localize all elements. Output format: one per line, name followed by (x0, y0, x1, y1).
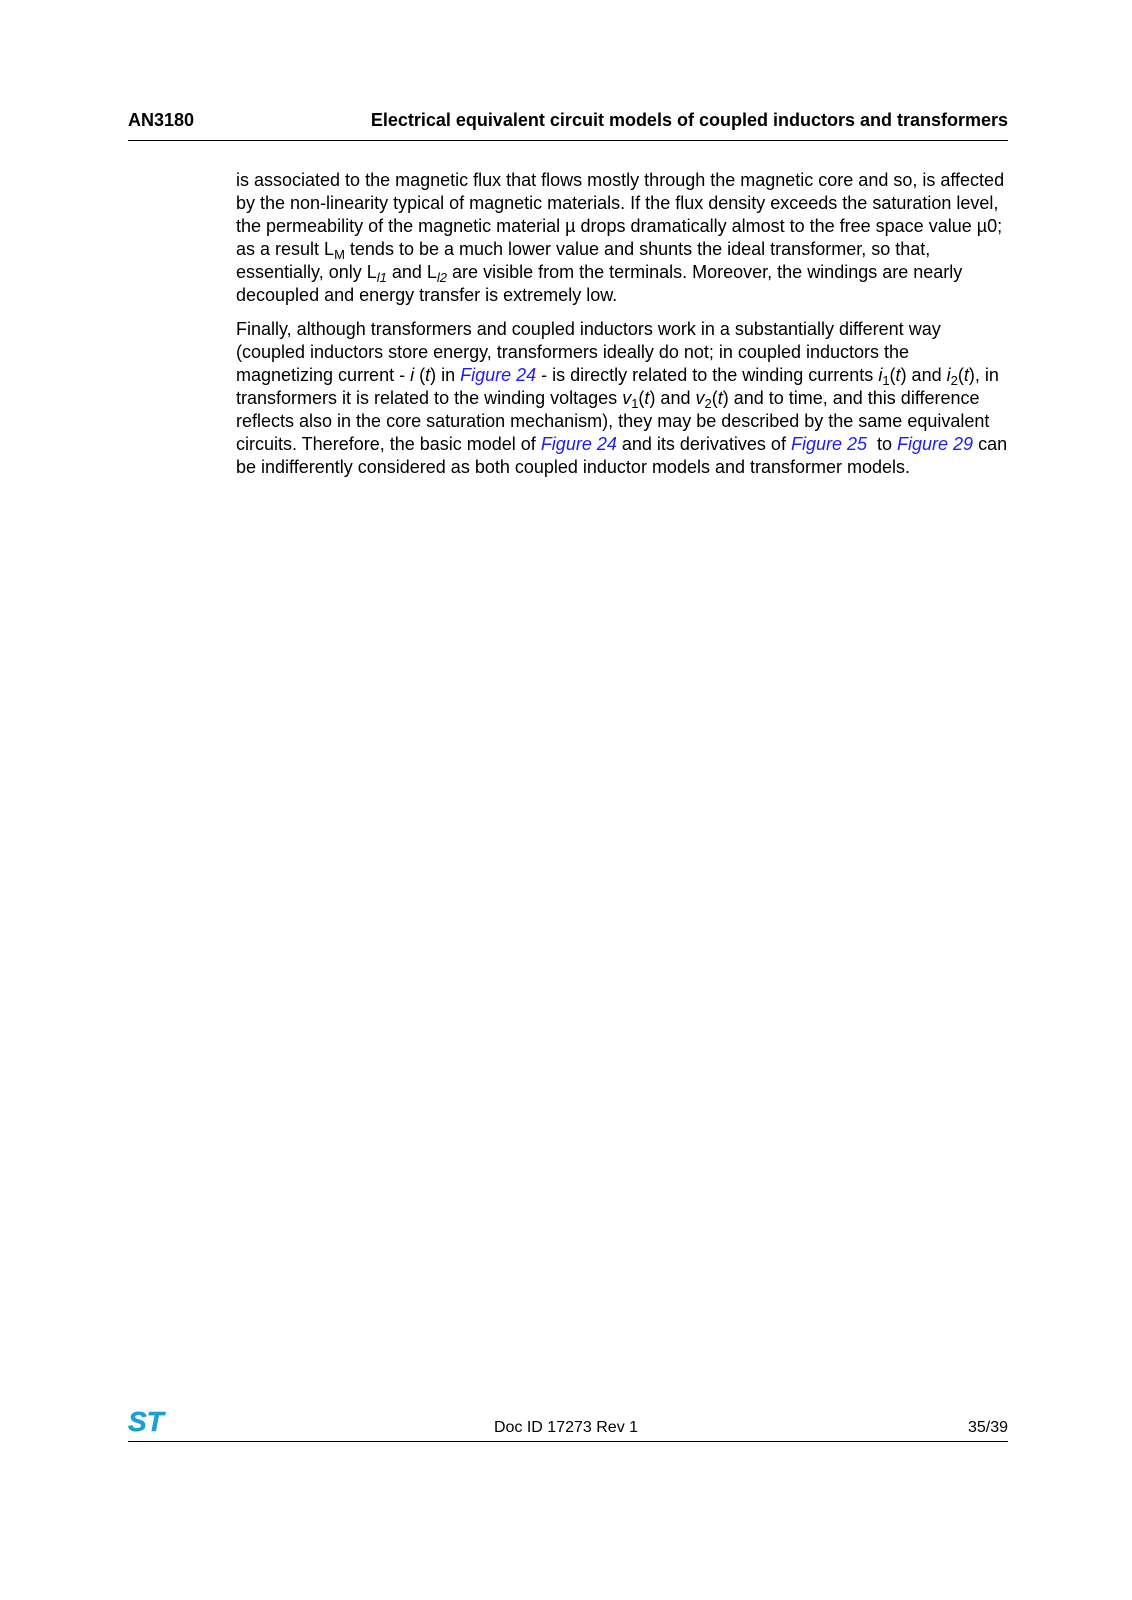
paragraph-2 (236, 318, 1010, 479)
variable: t (644, 388, 650, 408)
text-run: to (867, 434, 898, 454)
subscript: 1 (882, 373, 890, 388)
subscript: l2 (436, 270, 448, 285)
text-run: tends to be a much lower value and shunts the ideal transformer, so that, essentially, only L (236, 239, 931, 282)
variable: i (946, 365, 951, 385)
variable: t (895, 365, 901, 385)
header-divider (128, 140, 1008, 141)
subscript: 1 (631, 396, 639, 411)
subscript: M (334, 247, 345, 262)
paragraph-1 (236, 169, 1010, 307)
variable: t (963, 365, 969, 385)
text-run: are visible from the terminals. Moreover, the windings are nearly decoupled and energy transfer is extremely low. (236, 262, 963, 305)
variable: v (695, 388, 705, 408)
page-header (128, 110, 1008, 140)
text-run: and L (386, 262, 437, 282)
logo-text: ST (128, 1406, 164, 1436)
variable: i (878, 365, 883, 385)
text-run: ), in transformers it is related to the winding voltages (236, 365, 999, 408)
text-run: ) and to time, and this difference reflects also in the core saturation mechanism), they may be described by the same equivalent circuits. Therefore, the basic model of (236, 388, 990, 454)
document-number: AN3180 (128, 110, 195, 130)
page-number: 35/39 (967, 1419, 1008, 1436)
text-run: ) in (430, 365, 461, 385)
figure-24-link[interactable]: Figure 24 (460, 365, 537, 385)
subscript: l1 (376, 270, 387, 285)
variable: v (622, 388, 632, 408)
figure-25-link[interactable]: Figure 25 (790, 434, 867, 454)
section-title: Electrical equivalent circuit models of coupled inductors and transformers (370, 110, 1008, 130)
text-run: ( (957, 365, 964, 385)
subscript: 2 (704, 396, 712, 411)
variable: i (410, 365, 415, 385)
text-run: - is directly related to the winding currents (536, 365, 879, 385)
text-run: Finally, although transformers and coupled inductors work in a substantially different way (coupled inductors store energy, transformers ideally do not; in coupled inductors the magnetizing current - (236, 319, 941, 385)
variable: t (425, 365, 431, 385)
subscript: 2 (950, 373, 958, 388)
text-run: and its derivatives of (616, 434, 791, 454)
text-run: ( (414, 365, 426, 385)
body-text (236, 169, 1010, 490)
text-run: ( (638, 388, 645, 408)
variable: t (717, 388, 723, 408)
text-run: ) and (900, 365, 947, 385)
text-run: can be indifferently considered as both coupled inductor models and transformer models. (236, 434, 1008, 477)
doc-id: Doc ID 17273 Rev 1 (493, 1419, 639, 1436)
text-run: ) and (649, 388, 696, 408)
text-run: ( (711, 388, 718, 408)
figure-24-link[interactable]: Figure 24 (540, 434, 617, 454)
text-run: ( (889, 365, 896, 385)
text-run: is associated to the magnetic flux that flows mostly through the magnetic core and so, is affected by the non-linearity typical of magnetic materials. If the flux density exceeds the saturation level, the permeability of the magnetic material µ drops dramatically almost to the free space value µ0; as a result L (236, 170, 1005, 259)
footer-divider (128, 1441, 1008, 1442)
figure-29-link[interactable]: Figure 29 (897, 434, 974, 454)
